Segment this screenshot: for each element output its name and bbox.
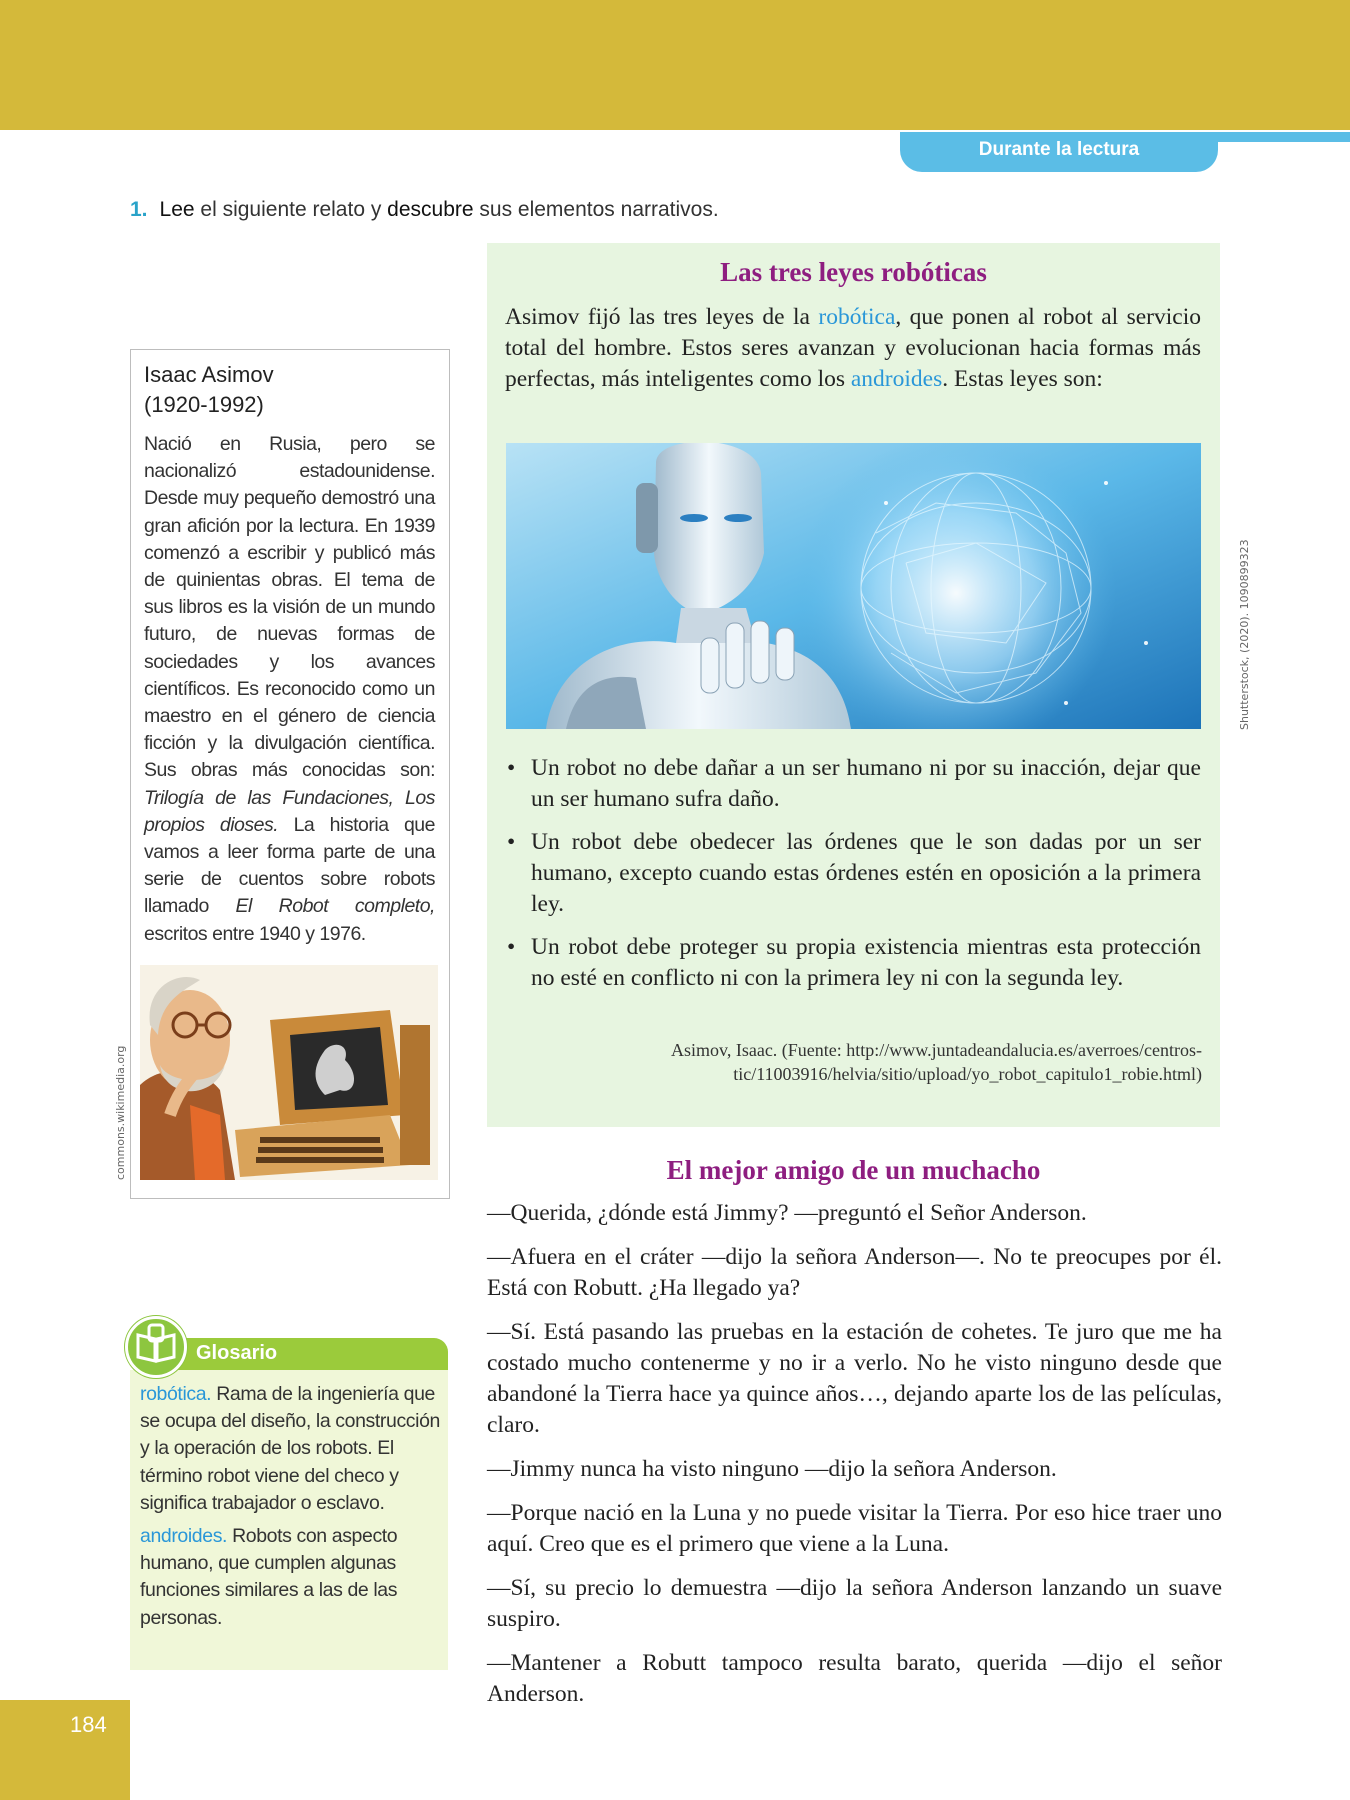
laws-intro: [505, 302, 1201, 395]
image-credit-wikimedia: commons.wikimedia.org: [114, 1045, 127, 1180]
law-item: • Un robot no debe dañar a un ser humano ni por su inacción, dejar que un ser humano sufra daño.: [505, 753, 1201, 815]
author-name-text: Isaac Asimov: [144, 362, 274, 387]
tab-line: [1218, 132, 1350, 142]
top-color-band: [0, 0, 1350, 130]
instruction-text-2: sus elementos narrativos.: [473, 198, 719, 221]
intro-text: Asimov fijó las tres leyes de la: [505, 304, 819, 330]
glossary-entry: [140, 1381, 440, 1517]
instruction-verb-read: Lee: [159, 198, 195, 221]
robot-image: [506, 443, 1201, 729]
page-number-band: [0, 1700, 130, 1800]
author-bio-text: [144, 431, 435, 948]
glossary-entries: [140, 1381, 440, 1638]
bio-italic-book: El Robot completo,: [235, 895, 435, 918]
link-robotica[interactable]: robótica: [818, 304, 896, 330]
bio-italic-works: Trilogía de las Fundaciones, Los propios dioses.: [144, 786, 435, 836]
bio-text: Nació en Rusia, pero se nacionalizó estadounidense. Desde muy pequeño demostró una gran afición por la lectura. En 1939 comenzó a escribir y publicó más de quinientas obras. El tema de sus libros es la visión de un mundo futuro, de nuevas formas de sociedades y los avances científicos. Es reconocido como un maestro en el género de ciencia ficción y la divulgación científica. Sus obras más conocidas son:: [144, 433, 435, 782]
story-paragraph: —Sí. Está pasando las pruebas en la estación de cohetes. Te juro que me ha costado mucho contenerme y no ir a verlo. No he visto ninguno desde que abandoné la Tierra hace ya quince años…, dejando aparte los de las películas, claro.: [487, 1319, 1222, 1438]
glossary-term: androides.: [140, 1525, 228, 1548]
law-item: • Un robot debe proteger su propia existencia mientras esta protección no esté en conflicto ni con la primera ley ni con la segunda ley.: [505, 932, 1201, 994]
image-credit-shutterstock: Shutterstock, (2020). 1090899323: [1238, 539, 1251, 730]
laws-title: Las tres leyes robóticas: [720, 257, 987, 287]
story-paragraph: —Querida, ¿dónde está Jimmy? —preguntó el Señor Anderson.: [487, 1200, 1087, 1226]
intro-text: . Estas leyes son:: [942, 366, 1103, 392]
story-paragraph: —Jimmy nunca ha visto ninguno —dijo la señora Anderson.: [487, 1456, 1057, 1482]
page-number: 184: [70, 1712, 107, 1737]
section-tab: Durante la lectura: [900, 132, 1218, 172]
glossary-definition: Robots con aspecto humano, que cumplen algunas funciones similares a las de las personas.: [140, 1525, 398, 1629]
glossary-entry: [140, 1523, 440, 1632]
instruction-text-1: el siguiente relato y: [194, 198, 388, 221]
activity-instruction: [130, 198, 719, 222]
link-androides[interactable]: androides: [850, 366, 943, 392]
story-paragraph: —Afuera en el cráter —dijo la señora Anderson—. No te preocupes por él. Está con Robutt. ¿Ha llegado ya?: [487, 1244, 1222, 1301]
story-paragraph: —Sí, su precio lo demuestra —dijo la señora Anderson lanzando un suave suspiro.: [487, 1575, 1222, 1632]
law-item: • Un robot debe obedecer las órdenes que le son dadas por un ser humano, excepto cuando estas órdenes estén en oposición a la primera ley.: [505, 827, 1201, 920]
story-text: [487, 1198, 1222, 1723]
story-title: El mejor amigo de un muchacho: [666, 1155, 1041, 1185]
asimov-illustration: [140, 965, 438, 1180]
glossary-term: robótica.: [140, 1383, 212, 1405]
book-icon: [125, 1316, 187, 1378]
bio-text: La historia que vamos a leer forma parte de una serie de cuentos sobre robots llamado: [144, 813, 435, 918]
author-years: (1920-1992): [144, 392, 264, 417]
laws-list: [505, 753, 1201, 1006]
story-paragraph: —Mantener a Robutt tampoco resulta barato, querida —dijo el señor Anderson.: [487, 1650, 1222, 1707]
laws-source: Asimov, Isaac. (Fuente: http://www.juntadeandalucia.es/averroes/centros-tic/11003916/helvia/sitio/upload/yo_robot_capitulo1_robie.html): [671, 1040, 1202, 1084]
activity-number: 1.: [130, 198, 148, 221]
glossary-definition: Rama de la ingeniería que se ocupa del diseño, la construcción y la operación de los robots. El término robot viene del checo y significa trabajador o esclavo.: [140, 1383, 440, 1514]
instruction-verb-discover: descubre: [387, 198, 474, 221]
author-name: [144, 360, 274, 420]
intro-text: , que ponen al robot al servicio total del hombre. Estos seres avanzan y evolucionan hacia formas más perfectas, más inteligentes como los: [505, 304, 1201, 392]
bio-text: escritos entre 1940 y 1976.: [144, 922, 366, 945]
glossary-title: Glosario: [196, 1342, 278, 1364]
story-paragraph: —Porque nació en la Luna y no puede visitar la Tierra. Por eso hice traer uno aquí. Creo que es el primero que viene a la Luna.: [487, 1500, 1222, 1557]
